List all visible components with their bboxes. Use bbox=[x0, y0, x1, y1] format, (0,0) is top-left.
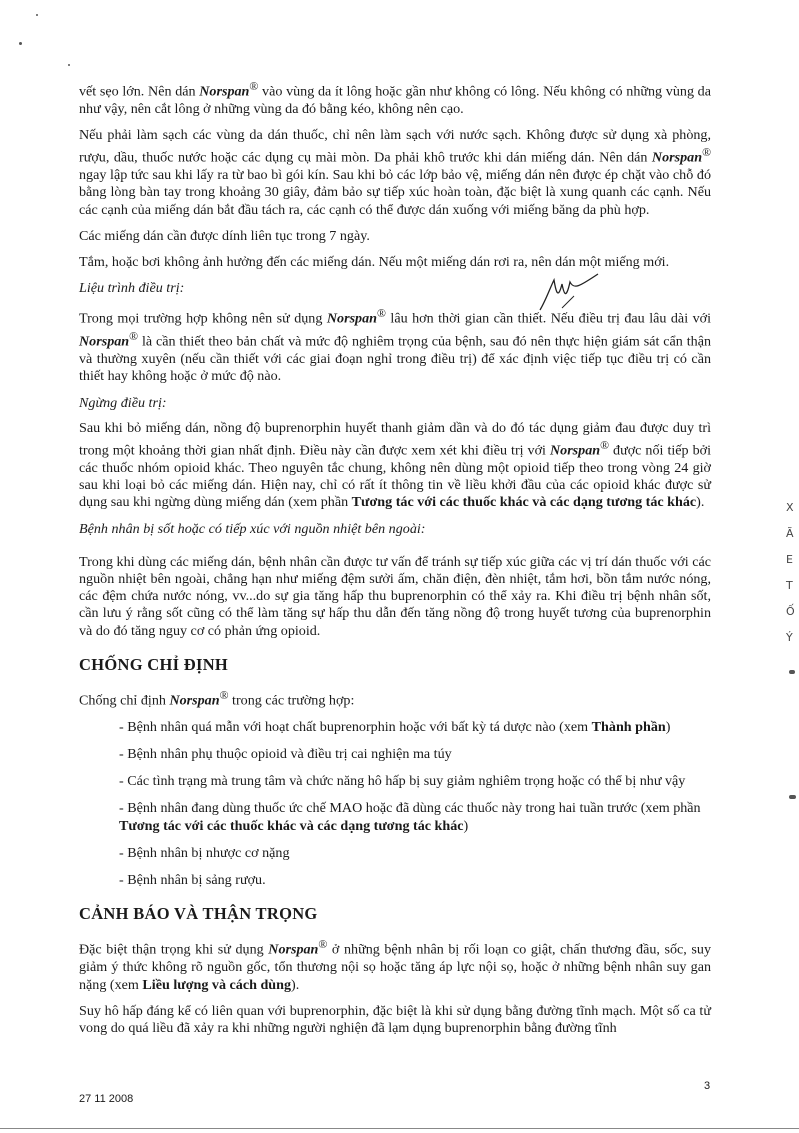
scan-speck bbox=[68, 64, 70, 66]
subheading-stop-treatment: Ngừng điều trị: bbox=[79, 394, 167, 411]
subheading-fever: Bệnh nhân bị sốt hoặc có tiếp xúc với nguồn nhiệt bên ngoài: bbox=[79, 520, 426, 537]
cross-reference: Thành phần bbox=[591, 718, 666, 735]
margin-stamp-marks: X Ã Ε Τ Ố Ý bbox=[786, 501, 795, 644]
list-item: - Các tình trạng mà trung tâm và chức năng hô hấp bị suy giảm nghiêm trọng hoặc có thể bị như vậy bbox=[119, 773, 686, 790]
brand-name: Norspan bbox=[651, 149, 703, 166]
scan-speck bbox=[789, 795, 796, 799]
scan-speck bbox=[19, 42, 22, 45]
list-item: - Bệnh nhân quá mẫn với hoạt chất buprenorphin hoặc với bất kỳ tá dược nào (xem Thành phần) bbox=[119, 718, 671, 735]
brand-name: Norspan bbox=[79, 333, 130, 350]
list-item: - Bệnh nhân bị sảng rượu. bbox=[119, 872, 266, 889]
document-body bbox=[79, 78, 711, 1046]
scan-speck bbox=[789, 670, 795, 674]
paragraph: Chống chỉ định Norspan® trong các trường hợp: bbox=[79, 688, 355, 709]
scan-edge-line bbox=[0, 1128, 799, 1129]
section-heading-contraindications: CHỐNG CHỈ ĐỊNH bbox=[79, 654, 229, 674]
paragraph: Trong mọi trường hợp không nên sử dụng Norspan® lâu hơn thời gian cần thiết. Nếu điều trị đau lâu dài với Norspan® là cần thiết theo bản chất và mức độ nghiêm trọng của bệnh, sau đó nên thực hiện giám sát cẩn thận và thường xuyên (nếu cần thiết với các giai đoạn nghỉ trong điều trị) để xác định việc tiếp tục điều trị có cần thiết hay không hoặc ở mức độ nào. bbox=[79, 307, 711, 385]
section-heading-warnings: CẢNH BÁO VÀ THẬN TRỌNG bbox=[79, 904, 318, 924]
brand-name: Norspan bbox=[549, 442, 601, 459]
subheading-treatment-course: Liệu trình điều trị: bbox=[79, 280, 185, 297]
cross-reference: Tương tác với các thuốc khác và các dạng tương tác khác bbox=[351, 494, 697, 511]
list-item: - Bệnh nhân bị nhược cơ nặng bbox=[119, 844, 290, 861]
list-item: - Bệnh nhân phụ thuộc opioid và điều trị cai nghiện ma túy bbox=[119, 746, 452, 763]
paragraph: Nếu phải làm sạch các vùng da dán thuốc, chỉ nên làm sạch với nước sạch. Không được sử dụng xà phòng, rượu, dầu, thuốc nước hoặc các dụng cụ mài mòn. Da phải khô trước khi dán miếng dán. Nên dán Norspan® ngay lập tức sau khi lấy ra từ bao bì gói kín. Sau khi bỏ các lớp bảo vệ, miếng dán nên được ép chặt vào chỗ đó bằng lòng bàn tay trong khoảng 30 giây, đảm bảo sự tiếp xúc hoàn toàn, đặc biệt là xung quanh các cạnh. Nếu các cạnh của miếng dán bắt đầu tách ra, các cạnh có thể được dán xuống với miếng băng da phù hợp. bbox=[79, 127, 711, 218]
contraindication-list bbox=[79, 719, 711, 889]
brand-name: Norspan bbox=[326, 311, 377, 328]
paragraph: Đặc biệt thận trọng khi sử dụng Norspan® ở những bệnh nhân bị rối loạn co giật, chấn thương đầu, sốc, suy giảm ý thức không rõ nguồn gốc, tổn thương nội sọ hoặc tăng áp lực nội sọ, hoặc ở những bệnh nhân suy gan nặng (xem Liều lượng và cách dùng). bbox=[79, 938, 711, 993]
cross-reference: Tương tác với các thuốc khác và các dạng tương tác khác bbox=[119, 817, 464, 834]
paragraph: Các miếng dán cần được dính liên tục trong 7 ngày. bbox=[79, 227, 370, 244]
paragraph: Suy hô hấp đáng kể có liên quan với buprenorphin, đặc biệt là khi sử dụng bằng đường tĩnh mạch. Một số ca tử vong do quá liều đã xảy ra khi những người nghiện đã lạm dụng buprenorphin bằng đường tĩnh bbox=[79, 1002, 711, 1036]
paragraph: vết sẹo lớn. Nên dán Norspan® vào vùng da ít lông hoặc gần như không có lông. Nếu không có những vùng da như vậy, nên cắt lông ở những vùng da đó bằng kéo, không nên cạo. bbox=[79, 80, 711, 117]
list-item: - Bệnh nhân đang dùng thuốc ức chế MAO hoặc đã dùng các thuốc này trong hai tuần trước (xem phần Tương tác với các thuốc khác và các dạng tương tác khác) bbox=[119, 800, 701, 834]
brand-name: Norspan bbox=[169, 692, 220, 709]
handwritten-signature bbox=[536, 270, 606, 320]
scan-speck bbox=[36, 14, 38, 16]
footer-date: 27 11 2008 bbox=[79, 1093, 134, 1105]
brand-name: Norspan bbox=[199, 83, 250, 100]
page-number: 3 bbox=[704, 1080, 711, 1092]
paragraph: Sau khi bỏ miếng dán, nồng độ buprenorphin huyết thanh giảm dần và do đó tác dụng giảm đau được duy trì trong một khoảng thời gian nhất định. Điều này cần được xem xét khi điều trị với Norspan® được nối tiếp bởi các thuốc nhóm opioid khác. Theo nguyên tắc chung, không nên dùng một opioid tiếp theo trong vòng 24 giờ sau khi loại bỏ các miếng dán. Hiện nay, chỉ có rất ít thông tin về liều khởi đầu của các opioid khác được sử dụng sau khi ngừng dùng miếng dán (xem phần Tương tác với các thuốc khác và các dạng tương tác khác). bbox=[79, 419, 711, 511]
cross-reference: Liều lượng và cách dùng bbox=[142, 976, 292, 993]
brand-name: Norspan bbox=[268, 942, 319, 959]
paragraph: Tắm, hoặc bơi không ảnh hưởng đến các miếng dán. Nếu một miếng dán rơi ra, nên dán một miếng mới. bbox=[79, 254, 670, 270]
paragraph: Trong khi dùng các miếng dán, bệnh nhân cần được tư vấn để tránh sự tiếp xúc giữa các vị trí dán thuốc với các nguồn nhiệt bên ngoài, chẳng hạn như miếng đệm sưởi ấm, chăn điện, đèn nhiệt, tắm hơi, bồn tắm nước nóng, các đệm chứa nước nóng, vv...do sự gia tăng hấp thu buprenorphin có thể xảy ra. Khi điều trị bệnh nhân sốt, cần lưu ý rằng sốt cũng có thể làm tăng sự hấp thu dẫn đến tăng nồng độ trong huyết tương của buprenorphin và do đó tăng nguy cơ có phản ứng opioid. bbox=[79, 553, 711, 639]
